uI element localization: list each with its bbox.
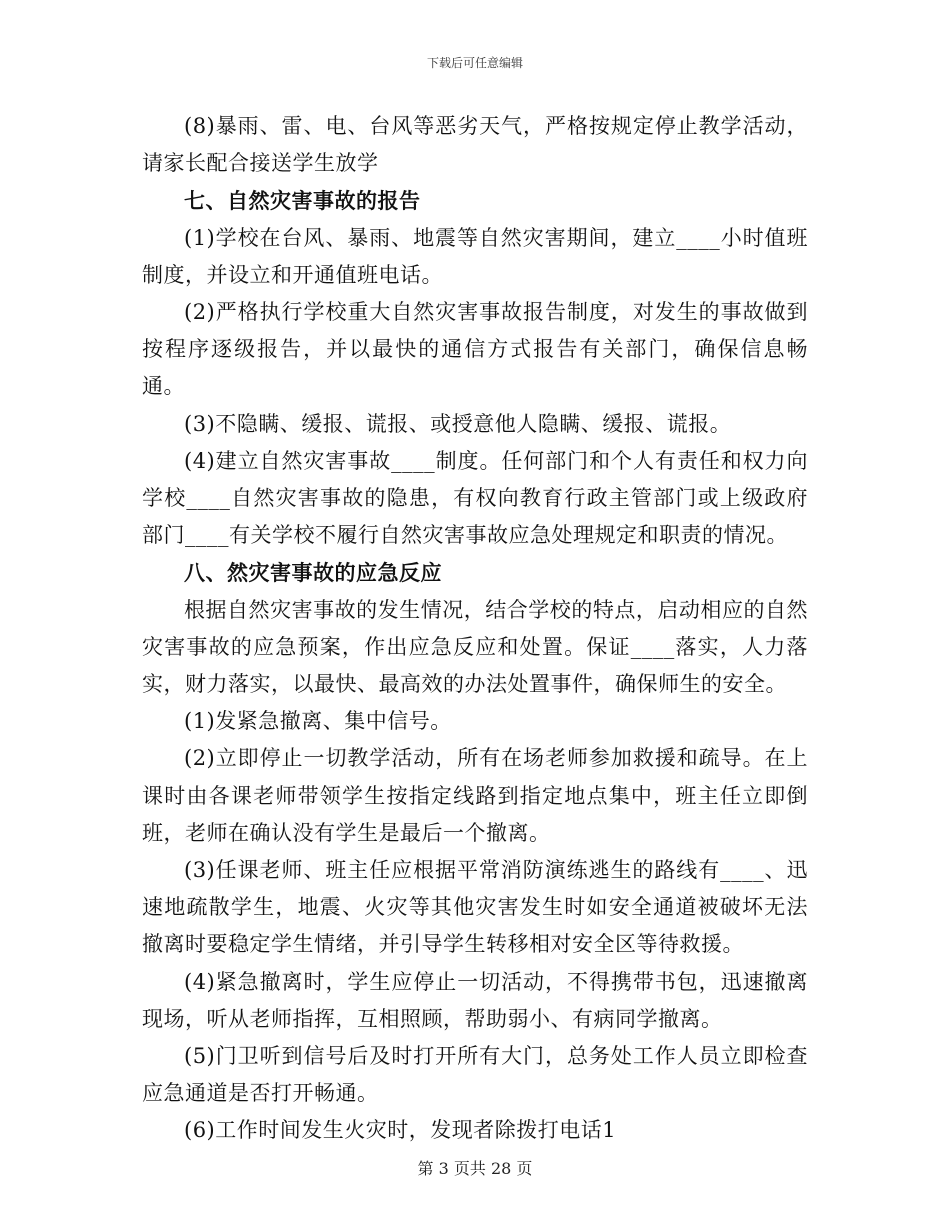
paragraph-item-8-weather: (8)暴雨、雷、电、台风等恶劣天气，严格按规定停止教学活动，请家长配合接送学生放学 bbox=[142, 114, 808, 176]
paragraph-evacuation-signal: (1)发紧急撤离、集中信号。 bbox=[184, 709, 452, 734]
paragraph-gate-open: (5)门卫听到信号后及时打开所有大门，总务处工作人员立即检查应急通道是否打开畅通。 bbox=[142, 1044, 808, 1106]
paragraph-evacuation-route: (3)任课老师、班主任应根据平常消防演练逃生的路线有____、迅速地疏散学生，地震、火灾等其他灾害发生时如安全通道被破坏无法撤离时要稳定学生情绪，并引导学生转移相对安全区等待救援。 bbox=[142, 858, 808, 957]
paragraph-emergency-intro: 根据自然灾害事故的发生情况，结合学校的特点，启动相应的自然灾害事故的应急预案，作出应急反应和处置。保证____落实，人力落实，财力落实，以最快、最高效的办法处置事件，确保师生的安全。 bbox=[142, 597, 808, 697]
section-heading-7: 七、自然灾害事故的报告 bbox=[184, 188, 421, 214]
paragraph-no-concealment: (3)不隐瞒、缓报、谎报、或授意他人隐瞒、缓报、谎报。 bbox=[184, 411, 732, 436]
paragraph-fire-call: (6)工作时间发生火灾时，发现者除拨打电话1 bbox=[184, 1118, 617, 1143]
page-header: 下载后可任意编辑 bbox=[426, 56, 523, 70]
document-body bbox=[142, 108, 808, 1150]
paragraph-report-system: (2)严格执行学校重大自然灾害事故报告制度，对发生的事故做到按程序逐级报告，并以最快的通信方式报告有关部门，确保信息畅通。 bbox=[142, 300, 808, 399]
paragraph-duty-system: (1)学校在台风、暴雨、地震等自然灾害期间，建立____小时值班制度，并设立和开通值班电话。 bbox=[142, 225, 808, 287]
paragraph-student-evacuation: (4)紧急撤离时，学生应停止一切活动，不得携带书包，迅速撤离现场，听从老师指挥，互相照顾，帮助弱小、有病同学撤离。 bbox=[142, 969, 808, 1031]
paragraph-hazard-report: (4)建立自然灾害事故____制度。任何部门和个人有责任和权力向学校____自然灾害事故的隐患，有权向教育行政主管部门或上级政府部门____有关学校不履行自然灾害事故应急处理规定和职责的情况。 bbox=[142, 448, 808, 548]
paragraph-stop-teaching: (2)立即停止一切教学活动，所有在场老师参加救援和疏导。在上课时由各课老师带领学生按指定线路到指定地点集中，班主任立即倒班，老师在确认没有学生是最后一个撤离。 bbox=[142, 746, 808, 845]
section-heading-8: 八、然灾害事故的应急反应 bbox=[184, 560, 442, 586]
page-footer: 第 3 页共 28 页 bbox=[417, 1159, 533, 1178]
